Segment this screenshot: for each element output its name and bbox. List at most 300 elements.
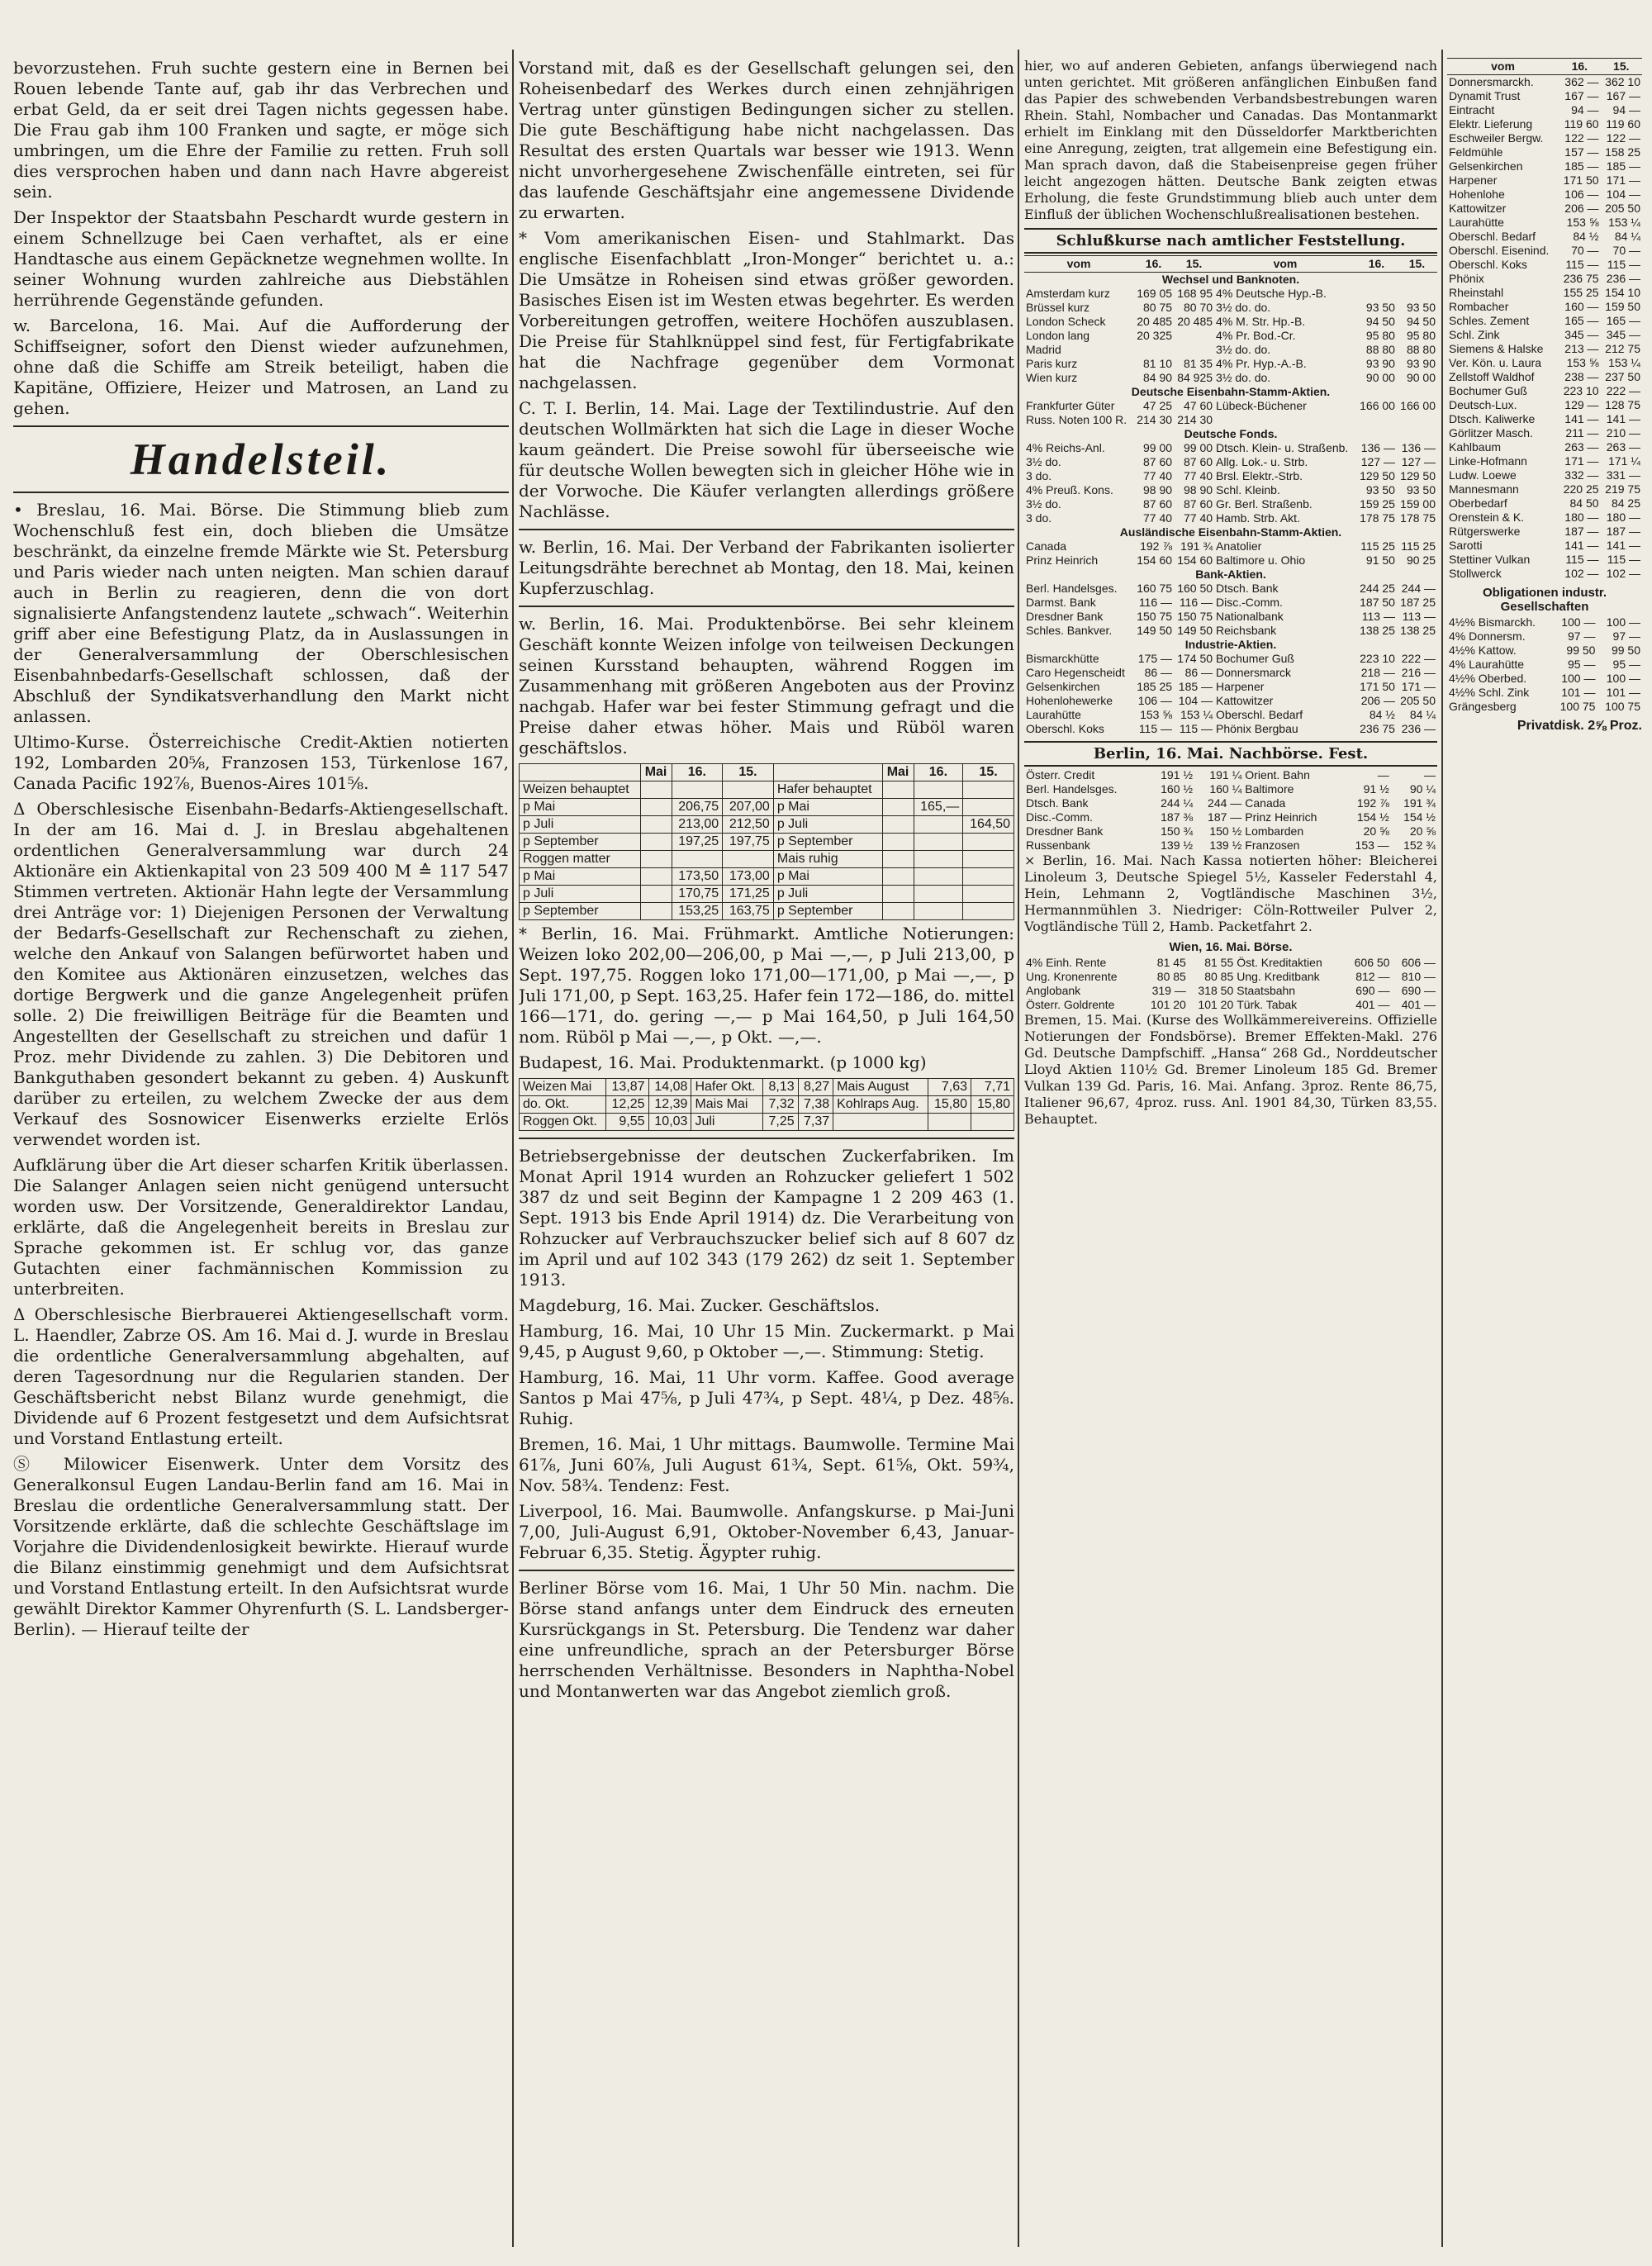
name-cell: Mais Mai (691, 1096, 763, 1114)
price-cell: 362 — (1564, 75, 1599, 88)
price-cell: 127 — (1401, 455, 1436, 468)
price-cell: 153,25 (672, 903, 723, 920)
name-cell: p Juli (773, 886, 882, 903)
name-cell: Deutsch-Lux. (1449, 398, 1517, 411)
name-cell (640, 868, 672, 886)
article-paragraph: Δ Oberschlesische Bierbrauerei Aktiengesellschaft vorm. L. Haendler, Zabrze OS. Am 16. Mai d. J. wurde in Breslau die ordentliche Generalversammlung abgehalten, auf deren Tagesordnung nur die Regularien standen. Der Geschäftsbericht nebst Bilanz wurde genehmigt, die Dividende auf 6 Prozent festgesetzt und dem Aufsichtsrat und Vorstand Entlastung erteilt. (13, 1304, 509, 1448)
name-cell: p September (773, 903, 882, 920)
price-cell: 168 95 (1177, 287, 1213, 300)
name-cell (640, 886, 672, 903)
name-cell (640, 816, 672, 834)
price-cell (1133, 343, 1174, 357)
price-cell: 115 — (1607, 258, 1640, 271)
table-row (1024, 553, 1437, 568)
name-cell: Schles. Zement (1449, 314, 1530, 327)
table-row (1447, 539, 1642, 553)
price-cell: 153 ⅝ (1140, 708, 1173, 721)
table-row (1024, 287, 1437, 301)
name-cell (833, 1114, 928, 1131)
table-row (1024, 652, 1437, 666)
price-cell (963, 834, 1014, 851)
price-cell: 81 55 (1204, 956, 1234, 969)
price-cell: 129 — (1564, 398, 1599, 411)
price-cell: 100 — (1561, 615, 1596, 629)
name-cell: Hohenlohe (1449, 188, 1505, 201)
name-cell: Laurahütte (1449, 216, 1504, 229)
price-cell: 171,25 (723, 886, 774, 903)
price-cell (672, 781, 723, 799)
name-cell: p September (520, 903, 641, 920)
price-cell: 345 — (1564, 328, 1599, 341)
price-cell: 187 — (1564, 525, 1599, 538)
group-header: Bank-Aktien. (1195, 568, 1266, 581)
price-cell: 153 — (1355, 838, 1389, 852)
name-cell: p Mai (520, 868, 641, 886)
name-cell: Wien kurz (1026, 371, 1078, 384)
name-cell: Hamb. Strb. Akt. (1216, 511, 1300, 525)
price-cell: 244 — (1401, 582, 1436, 595)
price-cell: 167 — (1564, 89, 1599, 102)
price-cell: 84 25 (1611, 496, 1640, 510)
article-paragraph: * Berlin, 16. Mai. Frühmarkt. Amtliche Notierungen: Weizen loko 202,00—206,00, p Mai —,—, p Juli 213,00, p Sept. 197,75. Roggen loko 171,00—171,00, p Mai —,—, p Juli 171,00, p Sept. 163,25. Hafer fein 172—186, do. mittel 166—171, do. gering —,— p Mai 164,50, p Juli 164,50 nom. Rüböl p Mai —,—, p Okt. —,—. (519, 924, 1014, 1047)
section-title: Handelsteil. (130, 435, 392, 484)
name-cell: p Mai (773, 868, 882, 886)
price-cell: 150 75 (1177, 610, 1213, 623)
article-paragraph: Vorstand mit, daß es der Gesellschaft gelungen sei, den Roheisenbedarf des Werkes durch einen zehnjährigen Vertrag unter günstigen Bedingungen sicher zu stellen. Die gute Beschäftigung habe nicht nachgelassen. Das Resultat des ersten Quartals war besser wie 1913. Wenn nicht unvorhergesehene Zwischenfälle eintreten, sei für das laufende Geschäftsjahr eine angemessene Dividende zu erwarten. (519, 58, 1014, 222)
price-cell: 165,— (914, 799, 963, 816)
price-cell: 180 — (1564, 511, 1599, 524)
price-cell: 185 25 (1137, 680, 1173, 693)
name-cell: Kahlbaum (1449, 440, 1502, 454)
price-cell: 191 ¾ (1403, 796, 1436, 810)
price-cell: 216 — (1401, 666, 1436, 679)
table-header-cell: 16. (1559, 59, 1600, 75)
price-cell: 70 — (1571, 244, 1599, 257)
article-paragraph: w. Berlin, 16. Mai. Produktenbörse. Bei sehr kleinem Geschäft konnte Weizen infolge von teilweisen Deckungen seinen Kursstand behaupten, während Roggen im Zusammenhang mit größeren Angeboten aus der Provinz nachgab. Hafer war bei fester Stimmung gefragt und die Preise daher etwas höher. Mais und Rüböl waren geschäftslos. (519, 614, 1014, 758)
price-cell: 218 — (1360, 666, 1395, 679)
table-row (1447, 426, 1642, 440)
table-row (520, 781, 1014, 799)
price-cell: 93 50 (1365, 483, 1395, 496)
price-cell (914, 903, 963, 920)
price-cell: 90 00 (1406, 371, 1436, 384)
name-cell: 4½% Schl. Zink (1449, 686, 1530, 699)
price-cell: 154 60 (1177, 553, 1213, 567)
table-row (1447, 328, 1642, 342)
price-cell: 98 90 (1183, 483, 1213, 496)
price-cell: 99 00 (1142, 441, 1173, 454)
price-cell: 211 — (1565, 426, 1599, 439)
price-cell: 100 75 (1605, 700, 1640, 713)
price-cell (1356, 413, 1397, 427)
name-cell: 4% Deutsche Hyp.-B. (1216, 287, 1327, 300)
price-cell: 185 — (1564, 159, 1599, 173)
table-row (1447, 496, 1642, 511)
price-cell: 97 — (1568, 629, 1596, 643)
name-cell: 4% Einh. Rente (1026, 956, 1107, 969)
table-row (1024, 810, 1437, 824)
group-header: Industrie-Aktien. (1184, 638, 1277, 651)
table-row (1024, 441, 1437, 455)
name-cell: Harpener (1449, 173, 1498, 187)
price-cell: 94 — (1612, 103, 1640, 116)
column-3 (1024, 58, 1437, 2247)
price-cell: 401 — (1401, 998, 1436, 1011)
name-cell: Ver. Kön. u. Laura (1449, 356, 1542, 369)
name-cell: London Scheck (1026, 315, 1106, 328)
price-cell: 84 ½ (1573, 230, 1599, 243)
name-cell: Eintracht (1449, 103, 1495, 116)
name-cell: Bochumer Guß (1449, 384, 1527, 397)
table-row (1024, 768, 1437, 782)
price-cell: 171 ¼ (1608, 454, 1640, 468)
table-row (1447, 482, 1642, 496)
price-cell: 136 — (1401, 441, 1436, 454)
table-row (1447, 412, 1642, 426)
table-row (1024, 469, 1437, 483)
price-cell: 8,27 (798, 1079, 833, 1096)
nachboerse-table (1024, 768, 1437, 853)
table-row (520, 851, 1014, 868)
price-cell: 213,00 (672, 816, 723, 834)
group-header-row (1024, 385, 1437, 399)
price-cell (914, 851, 963, 868)
price-cell (672, 851, 723, 868)
group-header: Wechsel und Banknoten. (1161, 273, 1300, 286)
name-cell: Mannesmann (1449, 482, 1519, 496)
price-cell: 187 50 (1360, 596, 1395, 609)
name-cell: Baltimore u. Ohio (1216, 553, 1306, 567)
name-cell: Prinz Heinrich (1245, 810, 1317, 824)
price-cell: 606 50 (1354, 956, 1390, 969)
price-cell: 101 20 (1198, 998, 1234, 1011)
table-row (1447, 173, 1642, 188)
name-cell: 3½ do. do. (1216, 371, 1271, 384)
price-cell: 128 75 (1605, 398, 1640, 411)
price-cell: 153 ¼ (1180, 708, 1213, 721)
price-cell: 102 — (1564, 567, 1599, 580)
table-header-cell: 15. (1397, 256, 1437, 273)
table-row (520, 868, 1014, 886)
price-cell: 164,50 (963, 816, 1014, 834)
name-cell: London lang (1026, 329, 1090, 342)
price-cell: 122 — (1564, 131, 1599, 145)
table-row (1024, 956, 1437, 970)
price-cell: 244 25 (1360, 582, 1395, 595)
price-cell: 165 — (1564, 314, 1599, 327)
table-row (1447, 244, 1642, 258)
name-cell: p Juli (520, 886, 641, 903)
table-row (1447, 159, 1642, 173)
name-cell: Oberbedarf (1449, 496, 1507, 510)
name-cell: 4% Reichs-Anl. (1026, 441, 1105, 454)
price-cell: 138 25 (1360, 624, 1395, 637)
name-cell: 4% Laurahütte (1449, 658, 1525, 671)
name-cell: Schl. Kleinb. (1216, 483, 1280, 496)
price-cell: 319 — (1151, 984, 1186, 997)
price-cell: 171 50 (1563, 173, 1599, 187)
price-cell: 93 90 (1365, 357, 1395, 370)
price-cell: 81 35 (1183, 357, 1213, 370)
table-row (1447, 103, 1642, 117)
price-cell: 80 85 (1204, 970, 1234, 983)
price-cell (914, 781, 963, 799)
name-cell: Prinz Heinrich (1026, 553, 1099, 567)
price-cell: 169 05 (1137, 287, 1173, 300)
price-cell: 236 — (1606, 272, 1640, 285)
name-cell: Allg. Lok.- u. Strb. (1216, 455, 1308, 468)
article-paragraph: Berliner Börse vom 16. Mai, 1 Uhr 50 Min. nachm. Die Börse stand anfangs unter dem Eindruck des erneuten Kursrückgangs in St. Petersburg. Die Tendenz war daher eine unfreundliche, sprach an der Petersburger Börse herrschenden Verhältnisse. Besonders in Naphtha-Nobel und Montanwerten war das Angebot ziemlich groß. (519, 1578, 1014, 1701)
price-cell (914, 868, 963, 886)
name-cell: Dynamit Trust (1449, 89, 1521, 102)
table-row (1024, 610, 1437, 624)
price-cell: 106 — (1564, 188, 1599, 201)
price-cell: 191 ¾ (1180, 539, 1213, 553)
table-row (1024, 694, 1437, 708)
name-cell: Berl. Handelsges. (1026, 582, 1118, 595)
column-4 (1447, 58, 1642, 2247)
table-row (1024, 371, 1437, 385)
price-cell: 220 25 (1563, 482, 1599, 496)
table-row (1447, 398, 1642, 412)
price-cell: 95 80 (1365, 329, 1395, 342)
article-paragraph: * Vom amerikanischen Eisen- und Stahlmarkt. Das englische Eisenfachblatt „Iron-Monger“ berichtet u. a.: Die Umsätze in Roheisen sind etwas größer geworden. Basisches Eisen ist im Westen etwas begehrter. Es werden Vorbereitungen getroffen, weitere Hochöfen auszublasen. Die Preise für Stahlknüppel sind fest, für Fertigfabrikate hat die Nachfrage gegenüber dem Vormonat nachgelassen. (519, 228, 1014, 392)
price-cell: 191 ½ (1161, 768, 1194, 781)
price-cell: 178 75 (1360, 511, 1395, 525)
price-cell: 113 — (1361, 610, 1395, 623)
price-cell: 8,13 (763, 1079, 798, 1096)
table-row (1447, 286, 1642, 300)
price-cell: 115 — (1565, 553, 1599, 566)
price-cell: 222 — (1606, 384, 1640, 397)
price-cell: 115 — (1179, 722, 1213, 735)
wien-title: Wien, 16. Mai. Börse. (1169, 940, 1293, 954)
name-cell: Dtsch. Klein- u. Straßenb. (1216, 441, 1349, 454)
table-row (1447, 553, 1642, 567)
name-cell (640, 799, 672, 816)
price-cell: 236 75 (1563, 272, 1599, 285)
table-header-cell: 15. (1601, 59, 1642, 75)
price-cell: 141 — (1564, 412, 1599, 425)
price-cell: 160 ¼ (1209, 782, 1242, 796)
table-row (1447, 384, 1642, 398)
table-header-cell: vom (1024, 256, 1133, 273)
table-header-cell: 16. (914, 764, 963, 781)
column-2 (519, 58, 1014, 2247)
article-paragraph: Aufklärung über die Art dieser scharfen Kritik überlassen. Die Salanger Anlagen seien nicht genügend untersucht worden usw. Der Vorsitzende, Generaldirektor Landau, erklärte, daß die Angelegenheit bereits in Breslau zur Sprache gekommen ist. Er schlug vor, das ganze Gutachten einer fachmännischen Kommission zu unterbreiten. (13, 1155, 509, 1299)
price-cell: 127 — (1360, 455, 1395, 468)
name-cell: 3½ do. (1026, 455, 1061, 468)
price-cell: 141 — (1564, 539, 1599, 552)
name-cell: Rombacher (1449, 300, 1509, 313)
name-cell: Berl. Handelsges. (1026, 782, 1118, 796)
price-cell: 106 — (1137, 694, 1173, 707)
table-row (1447, 314, 1642, 328)
name-cell: Eschweiler Bergw. (1449, 131, 1544, 145)
name-cell: p Juli (520, 816, 641, 834)
column-rule (1018, 50, 1019, 2247)
name-cell: Mais August (833, 1079, 928, 1096)
price-cell: 160 50 (1177, 582, 1213, 595)
price-cell: 159 25 (1360, 497, 1395, 511)
name-cell: Roggen matter (520, 851, 641, 868)
name-cell: 3½ do. do. (1216, 301, 1271, 314)
article-paragraph: C. T. I. Berlin, 14. Mai. Lage der Textilindustrie. Auf den deutschen Wollmärkten hat sich die Lage in dieser Woche kaum geändert. Die Preise sowohl für überseeische wie für deutsche Wollen bewegten sich in gleicher Höhe wie in der Vorwoche. Die Käufer verlangten allerdings größere Nachlässe. (519, 398, 1014, 521)
price-cell: 20 ⅝ (1363, 824, 1389, 838)
price-cell: 362 10 (1605, 75, 1640, 88)
name-cell: Lübeck-Büchener (1216, 399, 1307, 412)
table-row (520, 1079, 1014, 1096)
table-row (1024, 596, 1437, 610)
price-cell: 153 ⅝ (1566, 216, 1599, 229)
price-cell: 150 ½ (1209, 824, 1242, 838)
price-cell: 136 — (1360, 441, 1395, 454)
name-cell: Oberschl. Koks (1026, 722, 1104, 735)
article-paragraph: Liverpool, 16. Mai. Baumwolle. Anfangskurse. p Mai-Juni 7,00, Juli-August 6,91, Oktober-November 6,43, Januar-Februar 6,35. Stetig. Ägypter ruhig. (519, 1501, 1014, 1562)
price-cell: 101 20 (1151, 998, 1186, 1011)
price-cell: 91 50 (1365, 553, 1395, 567)
price-cell: 141 — (1606, 412, 1640, 425)
price-cell: 84 ¼ (1614, 230, 1640, 243)
name-cell: Dtsch. Bank (1216, 582, 1279, 595)
table-row (1447, 658, 1642, 672)
name-cell: Orient. Bahn (1245, 768, 1310, 781)
price-cell: 178 75 (1400, 511, 1436, 525)
price-cell: 187 — (1606, 525, 1640, 538)
wien-table (1024, 956, 1437, 1012)
name-cell: Staatsbahn (1237, 984, 1296, 997)
price-cell: 99 50 (1566, 644, 1596, 657)
table-row (520, 799, 1014, 816)
name-cell: p Mai (773, 799, 882, 816)
price-cell: 77 40 (1142, 469, 1173, 482)
name-cell: p Juli (773, 816, 882, 834)
name-cell: Hafer Okt. (691, 1079, 763, 1096)
name-cell: Juli (691, 1114, 763, 1131)
name-cell: Reichsbank (1216, 624, 1277, 637)
price-cell: 119 60 (1564, 117, 1599, 131)
name-cell: Siemens & Halske (1449, 342, 1544, 355)
name-cell: 3 do. (1026, 511, 1052, 525)
price-cell: 47 60 (1183, 399, 1213, 412)
price-cell (963, 903, 1014, 920)
name-cell (882, 886, 914, 903)
table-row (1447, 454, 1642, 468)
price-cell: 129 50 (1400, 469, 1436, 482)
price-cell: 87 60 (1183, 497, 1213, 511)
name-cell: p September (773, 834, 882, 851)
price-cell (971, 1114, 1014, 1131)
price-cell: 95 — (1612, 658, 1640, 671)
price-cell: 87 60 (1142, 497, 1173, 511)
price-cell (1397, 413, 1437, 427)
name-cell: p September (520, 834, 641, 851)
table-row (1447, 145, 1642, 159)
price-cell: 331 — (1606, 468, 1640, 482)
name-cell: Dtsch. Bank (1026, 796, 1089, 810)
price-cell: 14,08 (648, 1079, 691, 1096)
name-cell: do. Okt. (520, 1096, 606, 1114)
table-row (1024, 722, 1437, 736)
price-cell: 84 ½ (1369, 708, 1395, 721)
article-paragraph: w. Berlin, 16. Mai. Der Verband der Fabrikanten isolierter Leitungsdrähte berechnet ab Montag, den 18. Mai, keinen Kupferzuschlag. (519, 537, 1014, 598)
price-cell: 171 50 (1360, 680, 1395, 693)
price-cell: 206,75 (672, 799, 723, 816)
name-cell: Dtsch. Kaliwerke (1449, 412, 1536, 425)
obligations-title: Obligationen industr. Gesellschaften (1483, 586, 1607, 614)
price-cell: 84 90 (1142, 371, 1173, 384)
price-cell: 94 50 (1406, 315, 1436, 328)
price-cell: 95 — (1568, 658, 1596, 671)
stock-table-title: Schlußkurse nach amtlicher Feststellung. (1024, 228, 1437, 254)
name-cell: Weizen Mai (520, 1079, 606, 1096)
price-cell: 223 10 (1360, 652, 1395, 665)
price-cell: 318 50 (1198, 984, 1234, 997)
table-header-cell: 15. (963, 764, 1014, 781)
name-cell: Oberschl. Eisenind. (1449, 244, 1550, 257)
table-row (1447, 117, 1642, 131)
name-cell: Harpener (1216, 680, 1265, 693)
name-cell (882, 781, 914, 799)
price-cell: 93 50 (1406, 483, 1436, 496)
obligations-table (1447, 615, 1642, 714)
name-cell (882, 799, 914, 816)
table-row (1447, 567, 1642, 581)
private-discount: Privatdisk. 2⅝ Proz. (1517, 719, 1642, 733)
intro-paragraph: w. Barcelona, 16. Mai. Auf die Aufforderung der Schiffseigner, sofort den Dienst wieder aufzunehmen, ohne daß die Schiffe am Streik beteiligt, haben die Kapitäne, Offiziere, Heizer und Matrosen, an Land zu gehen. (13, 316, 509, 418)
name-cell: Canada (1245, 796, 1286, 810)
table-row (1024, 824, 1437, 838)
table-header-cell: vom (1214, 256, 1356, 273)
price-cell: 166 00 (1360, 399, 1395, 412)
table-row (1024, 455, 1437, 469)
price-cell: 100 — (1606, 615, 1640, 629)
price-cell: 192 ⅞ (1356, 796, 1389, 810)
name-cell (640, 903, 672, 920)
price-cell: 219 75 (1605, 482, 1640, 496)
group-header-row (1024, 525, 1437, 539)
name-cell: 4½% Bismarckh. (1449, 615, 1536, 629)
table-row (1024, 301, 1437, 315)
table-header-cell: 15. (1174, 256, 1214, 273)
price-cell: 101 — (1561, 686, 1596, 699)
price-cell: 187 ⅜ (1161, 810, 1194, 824)
price-cell: 163,75 (723, 903, 774, 920)
price-cell: 606 — (1401, 956, 1436, 969)
name-cell: Kattowitzer (1216, 694, 1274, 707)
price-cell: 238 — (1564, 370, 1599, 383)
name-cell: Rütgerswerke (1449, 525, 1521, 538)
name-cell: Ung. Kreditbank (1237, 970, 1320, 983)
price-cell (914, 886, 963, 903)
name-cell: Darmst. Bank (1026, 596, 1096, 609)
table-row (1024, 343, 1437, 357)
article-paragraph: Δ Oberschlesische Eisenbahn-Bedarfs-Aktiengesellschaft. In der am 16. Mai d. J. in Breslau abgehaltenen ordentlichen Generalversammlung war durch 24 Aktionäre ein Aktienkapital von 23 509 400 M ≙ 117 547 Stimmen vertreten. Aktionär Hahn legte der Versammlung drei Anträge vor: 1) Diejenigen Personen der Verwaltung der Bedarfs-Gesellschaft zur Rechenschaft zu ziehen, welche den Ankauf von Salangen befürwortet haben und den Komitee aus Aktionären einzusetzen, welches das dortige Bergwerk und die ganze Angelegenheit prüfen solle. 2) Die freiwilligen Beiträge für die Beamten und Angestellten der Gesellschaft zu streichen und dafür 1 Proz. mehr Dividende zu zahlen. 3) Die Debitoren und Bankguthaben gesondert bekannt zu geben. 4) Auskunft darüber zu erteilen, zu welchem Zwecke der aus dem Verkauf des Sosnowicer Eisenwerks erzielte Erlös verwendet worden ist. (13, 799, 509, 1149)
price-cell: 244 — (1208, 796, 1242, 810)
table-row (1024, 413, 1437, 427)
article-paragraph: Ultimo-Kurse. Österreichische Credit-Aktien notierten 192, Lombarden 20⅝, Franzosen 153, Türkenlose 167, Canada Pacific 192⅞, Buenos-Aires 101⅝. (13, 732, 509, 793)
group-header-row (1024, 273, 1437, 287)
intro-paragraph: Der Inspektor der Staatsbahn Peschardt wurde gestern in einem Schnellzuge bei Caen verhaftet, als er eine Handtasche aus einem Gepäcknetze wegnehmen wollte. In seiner Wohnung wurden zahlreiche aus Diebstählen herrührende Gegenstände gefunden. (13, 207, 509, 310)
name-cell: 3½ do. do. (1216, 343, 1271, 356)
name-cell: 4½% Oberbed. (1449, 672, 1527, 685)
column-rule (512, 50, 514, 2247)
name-cell: Disc.-Comm. (1216, 596, 1283, 609)
price-cell: 167 — (1606, 89, 1640, 102)
name-cell (640, 781, 672, 799)
name-cell: 4% Pr. Bod.-Cr. (1216, 329, 1296, 342)
section-divider (519, 606, 1014, 607)
